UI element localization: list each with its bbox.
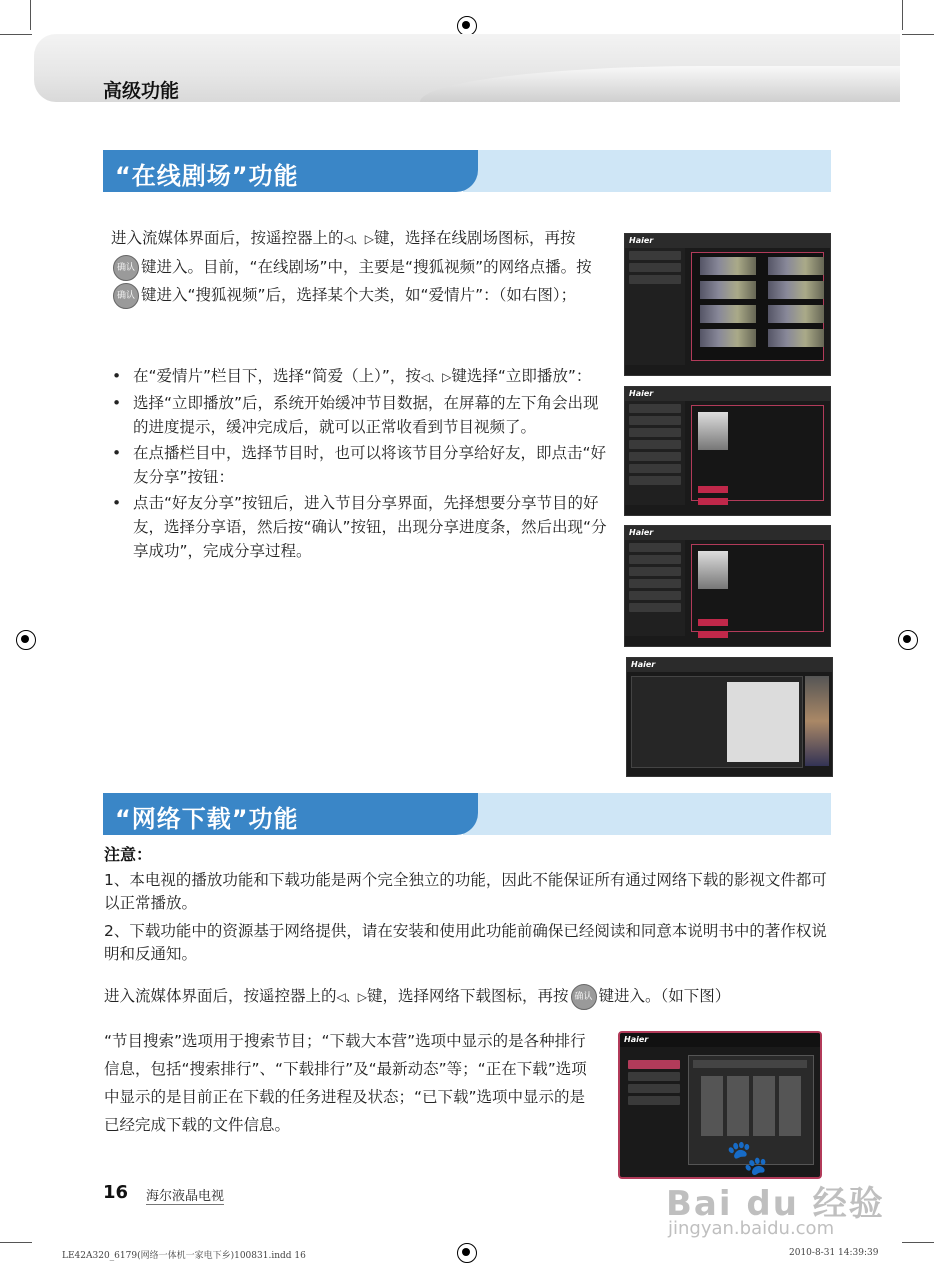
confirm-button-icon: 确认	[113, 255, 139, 281]
entry-instruction: 进入流媒体界面后，按遥控器上的◁、▷键，选择网络下载图标，再按 确认 键进入。（如下图）	[104, 982, 844, 1011]
tv-screenshot-share-dialog: Haier	[626, 657, 833, 777]
page-section-heading: 高级功能	[103, 80, 180, 102]
crop-mark	[0, 1242, 32, 1243]
left-right-arrow-icon: ◁、▷	[336, 990, 367, 1004]
note-paragraph: 2、下载功能中的资源基于网络提供，请在安装和使用此功能前确保已经阅读和同意本说明书中的著作权说明和反通知。	[104, 922, 827, 963]
crop-mark	[30, 0, 31, 30]
confirm-button-icon: 确认	[571, 984, 597, 1010]
crop-mark	[902, 0, 903, 30]
tv-screenshot-category: Haier	[624, 233, 831, 376]
note-label: 注意：	[104, 845, 153, 864]
left-right-arrow-icon: ◁、▷	[420, 370, 452, 384]
section-title: “在线剧场”功能	[115, 162, 299, 190]
tv-screenshot-share: Haier	[624, 525, 831, 647]
file-info: LE42A320_6179(网络一体机一家电下乡)100831.indd 16	[62, 1251, 306, 1261]
list-item: • 在“爱情片”栏目下，选择“简爱（上）”，按◁、▷键选择“立即播放”：	[112, 364, 607, 389]
registration-mark-icon	[457, 16, 477, 36]
note-paragraph: 1、本电视的播放功能和下载功能是两个完全独立的功能，因此不能保证所有通过网络下载的影视文件都可以正常播放。	[104, 871, 827, 912]
crop-mark	[902, 1242, 934, 1243]
tv-screenshot-download: Haier	[618, 1031, 822, 1179]
tv-screenshot-play: Haier	[624, 386, 831, 516]
registration-mark-icon	[16, 630, 36, 650]
timestamp: 2010-8-31 14:39:39	[789, 1248, 879, 1258]
section-title-bar	[103, 793, 831, 835]
footer-brand: 海尔液晶电视	[146, 1185, 224, 1205]
registration-mark-icon	[457, 1243, 477, 1263]
intro-paragraph: 进入流媒体界面后，按遥控器上的◁、▷键，选择在线剧场图标，再按确认 键进入。目前，“在线剧场”中，主要是“搜狐视频”的网络点播。按确认 键进入“搜狐视频”后，选择某个大类，如“爱情片”：（如右图）；	[111, 224, 601, 309]
baidu-watermark: 🐾 Bai du 经验 jingyan.baidu.com	[666, 1138, 885, 1239]
registration-mark-icon	[898, 630, 918, 650]
list-item: • 点击“好友分享”按钮后，进入节目分享界面，先择想要分享节目的好友，选择分享语，然后按“确认”按钮，出现分享进度条，然后出现“分享成功”，完成分享过程。	[112, 491, 607, 563]
crop-mark	[902, 34, 934, 35]
crop-mark	[0, 34, 32, 35]
left-right-arrow-icon: ◁、▷	[343, 232, 374, 246]
section-title: “网络下载”功能	[115, 805, 299, 833]
confirm-button-icon: 确认	[113, 283, 139, 309]
download-description: “节目搜索”选项用于搜索节目；“下载大本营”选项中显示的是各种排行信息，包括“搜索排行”、“下载排行”及“最新动态”等；“正在下载”选项中显示的是目前正在下载的任务进程及状态；“已下载”选项中显示的是已经完成下载的文件信息。	[104, 1032, 587, 1134]
page-number: 16	[103, 1182, 129, 1203]
paw-icon: 🐾	[726, 1138, 769, 1178]
list-item: • 在点播栏目中，选择节目时，也可以将该节目分享给好友，即点击“好友分享”按钮：	[112, 441, 607, 489]
instruction-list	[112, 364, 607, 565]
section-title-bar	[103, 150, 831, 192]
list-item: • 选择“立即播放”后，系统开始缓冲节目数据，在屏幕的左下角会出现 的进度提示，缓冲完成后，就可以正常收看到节目视频了。	[112, 391, 607, 439]
